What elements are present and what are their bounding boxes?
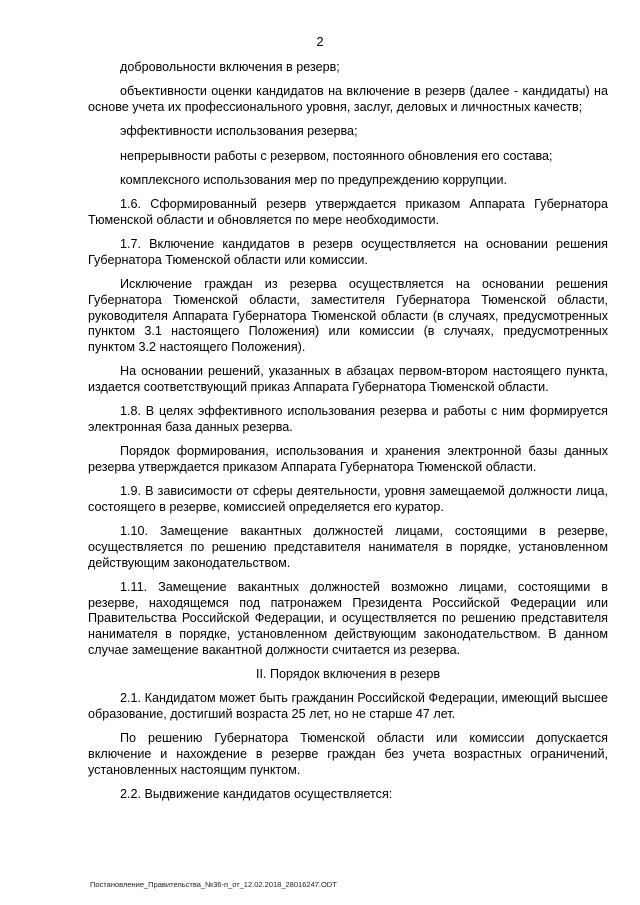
paragraph-1-10: 1.10. Замещение вакантных должностей лицами, состоящими в резерве, осуществляется по решению представителя нанимателя в порядке, установленном действующим законодательством. [88,524,608,570]
paragraph-1-6: 1.6. Сформированный резерв утверждается приказом Аппарата Губернатора Тюменской области и обновляется по мере необходимости. [88,197,608,227]
footer-filename: Постановление_Правительства_№36-п_от_12.02.2018_28016247.ODT [90,880,337,889]
paragraph-age-exception: По решению Губернатора Тюменской области или комиссии допускается включение и нахождение в резерве граждан без учета возрастных ограничений, установленных настоящим пунктом. [88,731,608,777]
paragraph-database-procedure: Порядок формирования, использования и хранения электронной базы данных резерва утверждается приказом Аппарата Губернатора Тюменской области. [88,444,608,474]
paragraph-exclusion: Исключение граждан из резерва осуществляется на основании решения Губернатора Тюменской области, заместителя Губернатора Тюменской области, руководителя Аппарата Губернатора Тюменской области (в случаях, предусмотренных пунктом 3.1 настоящего Положения) или комиссии (в случаях, предусмотренных пунктом 3.2 настоящего Положения). [88,277,608,354]
paragraph-2-2: 2.2. Выдвижение кандидатов осуществляется: [120,787,393,802]
paragraph-voluntary: добровольности включения в резерв; [120,60,340,74]
document-body [88,60,608,811]
paragraph-objectivity: объективности оценки кандидатов на включение в резерв (далее - кандидаты) на основе учета их профессионального уровня, заслуг, деловых и личностных качеств; [88,84,608,114]
paragraph-1-8: 1.8. В целях эффективного использования резерва и работы с ним формируется электронная база данных резерва. [88,404,608,434]
paragraph-continuity: непрерывности работы с резервом, постоянного обновления его состава; [120,148,553,163]
paragraph-2-1: 2.1. Кандидатом может быть гражданин Российской Федерации, имеющий высшее образование, достигший возраста 25 лет, но не старше 47 лет. [88,691,608,722]
page-number: 2 [316,34,324,49]
paragraph-order: На основании решений, указанных в абзацах первом-втором настоящего пункта, издается соответствующий приказ Аппарата Губернатора Тюменской области. [88,364,608,394]
paragraph-1-9: 1.9. В зависимости от сферы деятельности, уровня замещаемой должности лица, состоящего в резерве, комиссией определяется его куратор. [88,484,608,514]
paragraph-1-11: 1.11. Замещение вакантных должностей возможно лицами, состоящими в резерве, находящемся под патронажем Президента Российской Федерации или Правительства Российской Федерации, и осуществляется по решению представителя нанимателя в порядке, установленном действующим законодательством. В данном случае замещение вакантной должности считается из резерва. [88,580,608,657]
paragraph-1-7: 1.7. Включение кандидатов в резерв осуществляется на основании решения Губернатора Тюменской области или комиссии. [88,237,608,267]
section-heading: II. Порядок включения в резерв [255,667,441,682]
paragraph-anticorruption: комплексного использования мер по предупреждению коррупции. [120,172,507,187]
paragraph-efficiency: эффективности использования резерва; [120,124,358,139]
